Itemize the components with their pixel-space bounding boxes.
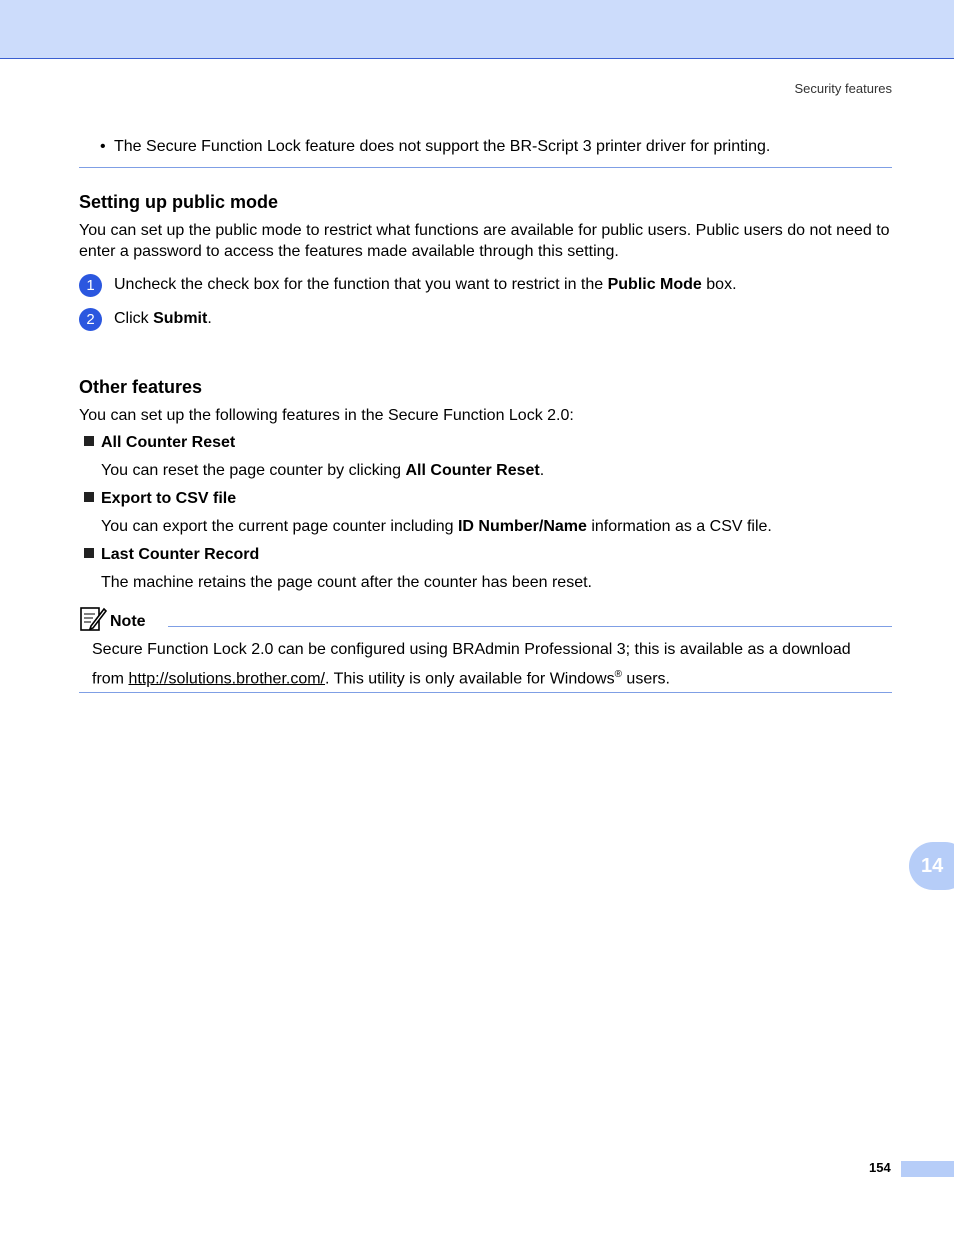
feature-title: Last Counter Record (84, 545, 259, 565)
note-bottom-divider (79, 692, 892, 693)
intro-bullet (100, 137, 770, 157)
step-2-text: Click Submit. (114, 310, 212, 327)
heading-other-features: Other features (79, 377, 203, 397)
page-number-bar (901, 1161, 954, 1177)
solutions-link[interactable]: http://solutions.brother.com/ (128, 670, 325, 688)
heading-public-mode: Setting up public mode (79, 192, 278, 212)
feature-description: You can reset the page counter by clicking All Counter Reset. (101, 462, 545, 479)
section-divider (79, 167, 892, 168)
feature-description: The machine retains the page count after the counter has been reset. (101, 574, 592, 591)
feature-description: You can export the current page counter including ID Number/Name information as a CSV file. (101, 518, 772, 535)
top-header-band (0, 0, 954, 59)
running-header: Security features (794, 81, 892, 96)
note-label: Note (110, 613, 146, 630)
step-number-icon: 1 (79, 274, 102, 297)
square-bullet-icon (84, 492, 94, 502)
intro-bullet-text: The Secure Function Lock feature does not support the BR-Script 3 printer driver for printing. (114, 138, 771, 155)
square-bullet-icon (84, 548, 94, 558)
step-number-icon: 2 (79, 308, 102, 331)
page-number: 154 (869, 1160, 891, 1175)
note-divider (168, 626, 892, 627)
bullet-marker: • (100, 138, 106, 155)
step-1-text: Uncheck the check box for the function that you want to restrict in the Public Mode box. (114, 276, 737, 293)
feature-title: Export to CSV file (84, 489, 236, 509)
other-features-intro: You can set up the following features in the Secure Function Lock 2.0: (79, 407, 574, 424)
feature-title: All Counter Reset (84, 433, 235, 453)
chapter-tab: 14 (909, 842, 954, 890)
public-mode-paragraph: You can set up the public mode to restrict what functions are available for public users. Public users do not need to enter a password to access the features made available through this setting. (79, 222, 890, 260)
note-pencil-icon (79, 604, 107, 632)
square-bullet-icon (84, 436, 94, 446)
note-body: Secure Function Lock 2.0 can be configured using BRAdmin Professional 3; this is available as a download from http://solutions.brother.com/. This utility is only available for Windows® users. (92, 641, 851, 688)
